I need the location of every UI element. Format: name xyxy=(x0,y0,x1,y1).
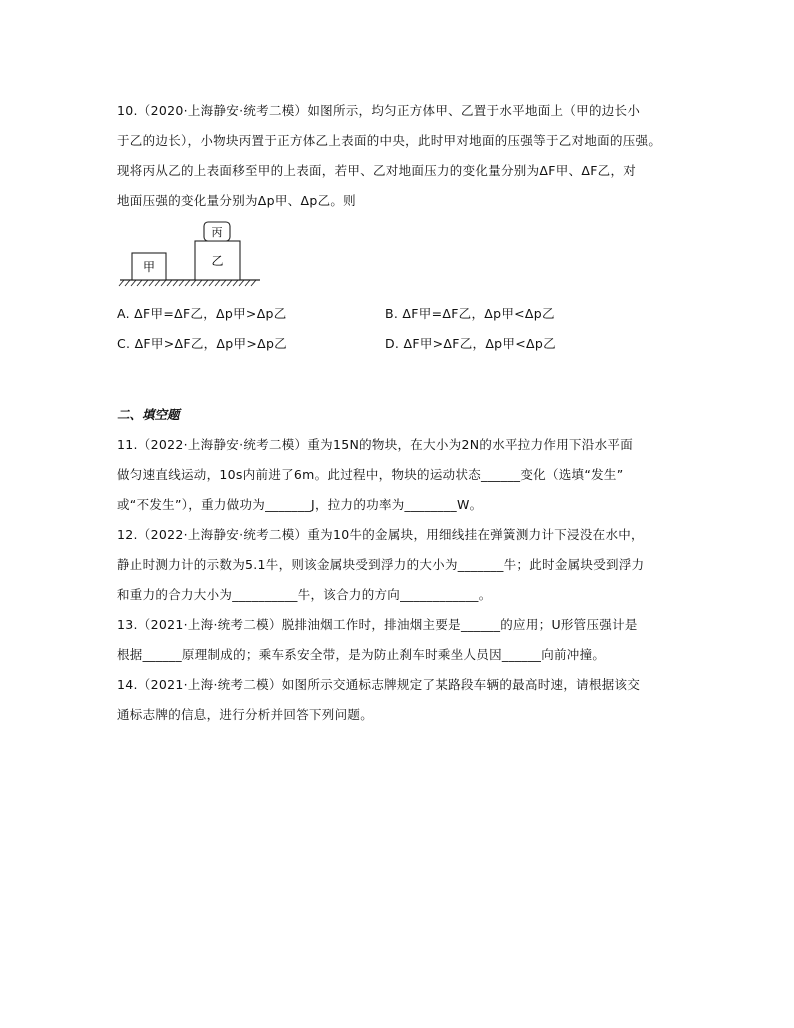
q12-line-1: 12.（2022·上海静安·统考二模）重为10牛的金属块，用细线挂在弹簧测力计下浸没在水中， xyxy=(117,527,644,542)
q10-option-b[interactable]: B. ΔF甲=ΔF乙，Δp甲<Δp乙 xyxy=(385,306,555,321)
q13-line-1: 13.（2021·上海·统考二模）脱排油烟工作时，排油烟主要是______的应用；U形管压强计是 xyxy=(117,617,638,632)
q10-figure xyxy=(118,216,268,296)
q10-line-2: 于乙的边长），小物块丙置于正方体乙上表面的中央，此时甲对地面的压强等于乙对地面的压强。 xyxy=(117,133,662,148)
block-yi-label: 乙 xyxy=(211,254,224,268)
q10-line-4: 地面压强的变化量分别为Δp甲、Δp乙。则 xyxy=(117,193,356,208)
q10-line-3: 现将丙从乙的上表面移至甲的上表面，若甲、乙对地面压力的变化量分别为ΔF甲、ΔF乙，对 xyxy=(117,163,637,178)
q11-line-1: 11.（2022·上海静安·统考二模）重为15N的物块，在大小为2N的水平拉力作用下沿水平面 xyxy=(117,437,633,452)
q10-option-d[interactable]: D. ΔF甲>ΔF乙，Δp甲<Δp乙 xyxy=(385,336,556,351)
q10-line-1: 10.（2020·上海静安·统考二模）如图所示，均匀正方体甲、乙置于水平地面上（甲的边长小 xyxy=(117,103,641,118)
section-title: 二、填空题 xyxy=(117,407,180,422)
q14-line-1: 14.（2021·上海·统考二模）如图所示交通标志牌规定了某路段车辆的最高时速，请根据该交 xyxy=(117,677,641,692)
q11-line-2: 做匀速直线运动，10s内前进了6m。此过程中，物块的运动状态______变化（选填“发生” xyxy=(117,467,624,482)
block-jia-label: 甲 xyxy=(142,260,156,274)
q10-option-a[interactable]: A. ΔF甲=ΔF乙，Δp甲>Δp乙 xyxy=(117,306,287,321)
block-bing-label: 丙 xyxy=(211,226,223,239)
q14-line-2: 通标志牌的信息，进行分析并回答下列问题。 xyxy=(117,707,374,722)
q10-option-c[interactable]: C. ΔF甲>ΔF乙，Δp甲>Δp乙 xyxy=(117,336,287,351)
q11-line-3: 或“不发生”），重力做功为_______J，拉力的功率为________W。 xyxy=(117,497,483,512)
q12-line-2: 静止时测力计的示数为5.1牛，则该金属块受到浮力的大小为_______牛；此时金属块受到浮力 xyxy=(117,557,645,572)
q12-line-3: 和重力的合力大小为__________牛，该合力的方向____________。 xyxy=(117,587,492,602)
q13-line-2: 根据______原理制成的；乘车系安全带，是为防止刹车时乘坐人员因______向前冲撞。 xyxy=(117,647,606,662)
